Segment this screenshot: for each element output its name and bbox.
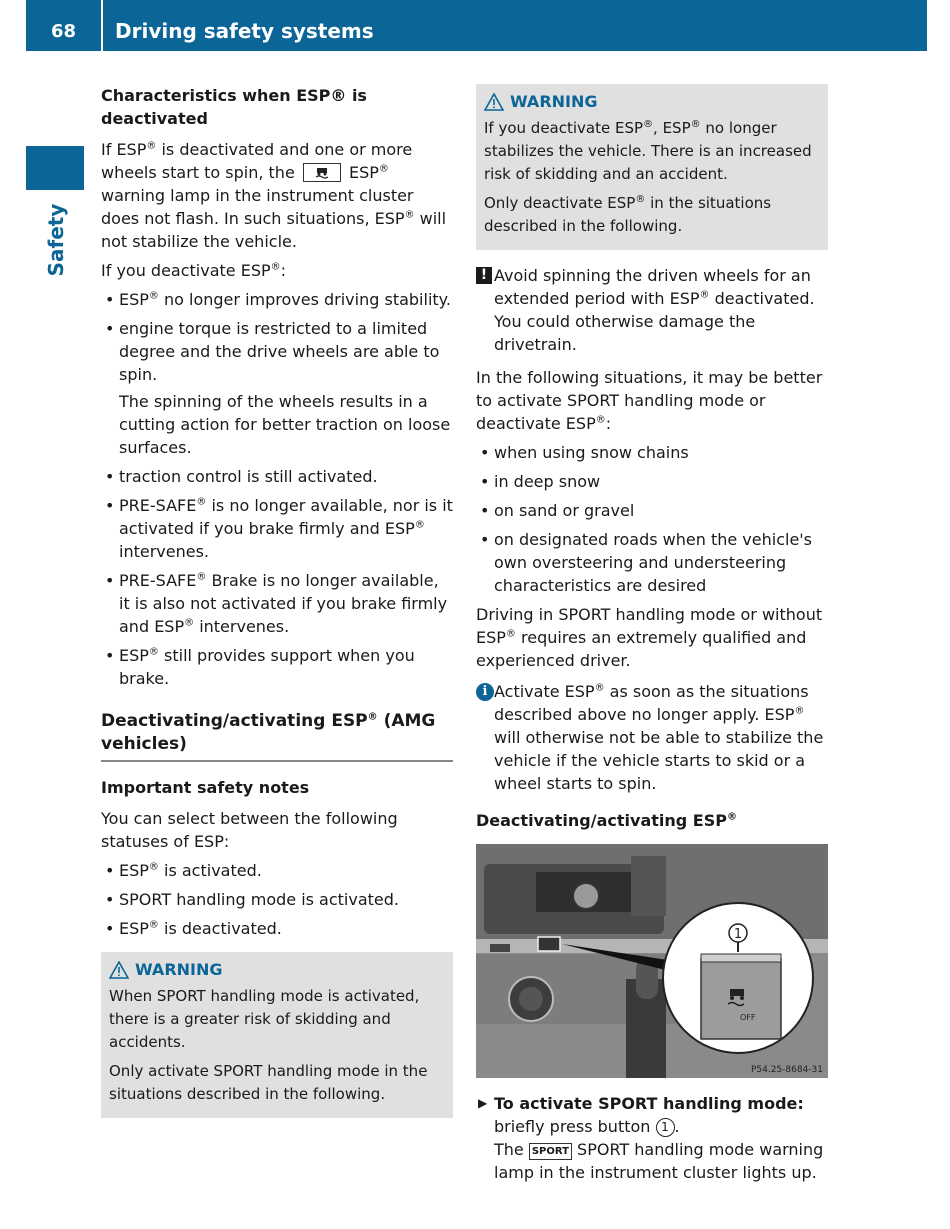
info-note: i Activate ESP® as soon as the situations described above no longer apply. ESP® will otherwise not be able to stabilize the vehicle if the vehicle starts to skid or a wheel starts to spin. — [476, 680, 828, 795]
list-item: • when using snow chains — [476, 441, 828, 464]
step-line: The SPORT SPORT handling mode warning lamp in the instrument cluster lights up. — [494, 1140, 824, 1182]
damage-note: ! Avoid spinning the driven wheels for an extended period with ESP® deactivated. You could otherwise damage the drivetrain. — [476, 264, 828, 356]
list-item-note: The spinning of the wheels results in a cutting action for better traction on loose surfaces. — [119, 392, 451, 457]
list-item: • in deep snow — [476, 470, 828, 493]
page-number: 68 — [50, 21, 77, 42]
list-item: • ESP® is activated. — [101, 859, 453, 882]
warning-text: Only activate SPORT handling mode in the situations described in the following. — [109, 1062, 428, 1103]
paragraph: You can select between the following statuses of ESP: — [101, 809, 398, 851]
section-heading-amg: Deactivating/activating ESP® (AMG vehicles) — [101, 710, 453, 762]
sport-lamp-icon: SPORT — [529, 1143, 572, 1160]
list-item: • PRE-SAFE® Brake is no longer available, it is also not activated if you brake firmly and ESP® intervenes. — [101, 569, 453, 638]
warning-text: If you deactivate ESP®, ESP® no longer stabilizes the vehicle. There is an increased risk of skidding and an accident. — [484, 119, 812, 183]
center-console-photo — [476, 844, 828, 1078]
page-title: Driving safety systems — [115, 19, 374, 43]
page-header — [26, 0, 927, 51]
header-divider — [101, 0, 103, 51]
step-line: briefly press button 1 . — [494, 1117, 680, 1136]
list-item: • PRE-SAFE® is no longer available, nor is it activated if you brake firmly and ESP® intervenes. — [101, 494, 453, 563]
subsection-heading: Important safety notes — [101, 778, 310, 797]
warning-triangle-icon — [484, 93, 504, 111]
warning-box — [476, 84, 828, 250]
warning-box — [101, 952, 453, 1118]
warning-text: Only deactivate ESP® in the situations described in the following. — [484, 194, 772, 235]
exclamation-icon: ! — [476, 267, 492, 284]
left-column — [101, 84, 453, 1132]
bullet-list — [476, 441, 828, 597]
list-item: • SPORT handling mode is activated. — [101, 888, 453, 911]
paragraph: If ESP® is deactivated and one or more wheels start to spin, the ESP® warning lamp in the instrument cluster does not flash. In such situations, ESP® will not stabilize the vehicle. — [101, 140, 447, 251]
paragraph: If you deactivate ESP®: — [101, 261, 287, 280]
section-heading: Characteristics when ESP® is deactivated — [101, 86, 367, 128]
instruction-step — [476, 1092, 828, 1184]
paragraph: Driving in SPORT handling mode or without ESP® requires an extremely qualified and experienced driver. — [476, 605, 823, 670]
bullet-list — [101, 288, 453, 690]
list-item: • ESP® is deactivated. — [101, 917, 453, 940]
paragraph: In the following situations, it may be better to activate SPORT handling mode or deactivate ESP®: — [476, 368, 823, 433]
warning-triangle-icon — [109, 961, 129, 979]
button-number-icon: 1 — [656, 1118, 675, 1137]
step-arrow-icon: ▶ — [478, 1096, 488, 1110]
info-icon: i — [476, 683, 494, 701]
list-item: • engine torque is restricted to a limited degree and the drive wheels are able to spin. The spinning of the wheels results in a cutting action for better traction on loose surfaces. — [101, 317, 453, 459]
section-heading: Deactivating/activating ESP® — [476, 811, 737, 830]
esp-warning-lamp-icon — [303, 163, 341, 182]
photo-off-label: OFF — [740, 1013, 756, 1022]
list-item: • on sand or gravel — [476, 499, 828, 522]
list-item: • traction control is still activated. — [101, 465, 453, 488]
list-item: • ESP® still provides support when you brake. — [101, 644, 453, 690]
side-tab-label: Safety — [44, 203, 68, 277]
photo-callout-number: 1 — [733, 927, 743, 942]
side-tab-marker — [26, 146, 84, 190]
warning-text: When SPORT handling mode is activated, there is a greater risk of skidding and accidents. — [109, 987, 420, 1051]
right-column — [476, 84, 828, 1184]
bullet-list — [101, 859, 453, 940]
list-item: • ESP® no longer improves driving stability. — [101, 288, 453, 311]
warning-heading: WARNING — [109, 958, 445, 981]
step-title: To activate SPORT handling mode: — [494, 1094, 804, 1113]
list-item: • on designated roads when the vehicle's own oversteering and understeering characteristics are desired — [476, 528, 828, 597]
photo-code: P54.25-8684-31 — [750, 1065, 823, 1075]
warning-heading: WARNING — [484, 90, 820, 113]
